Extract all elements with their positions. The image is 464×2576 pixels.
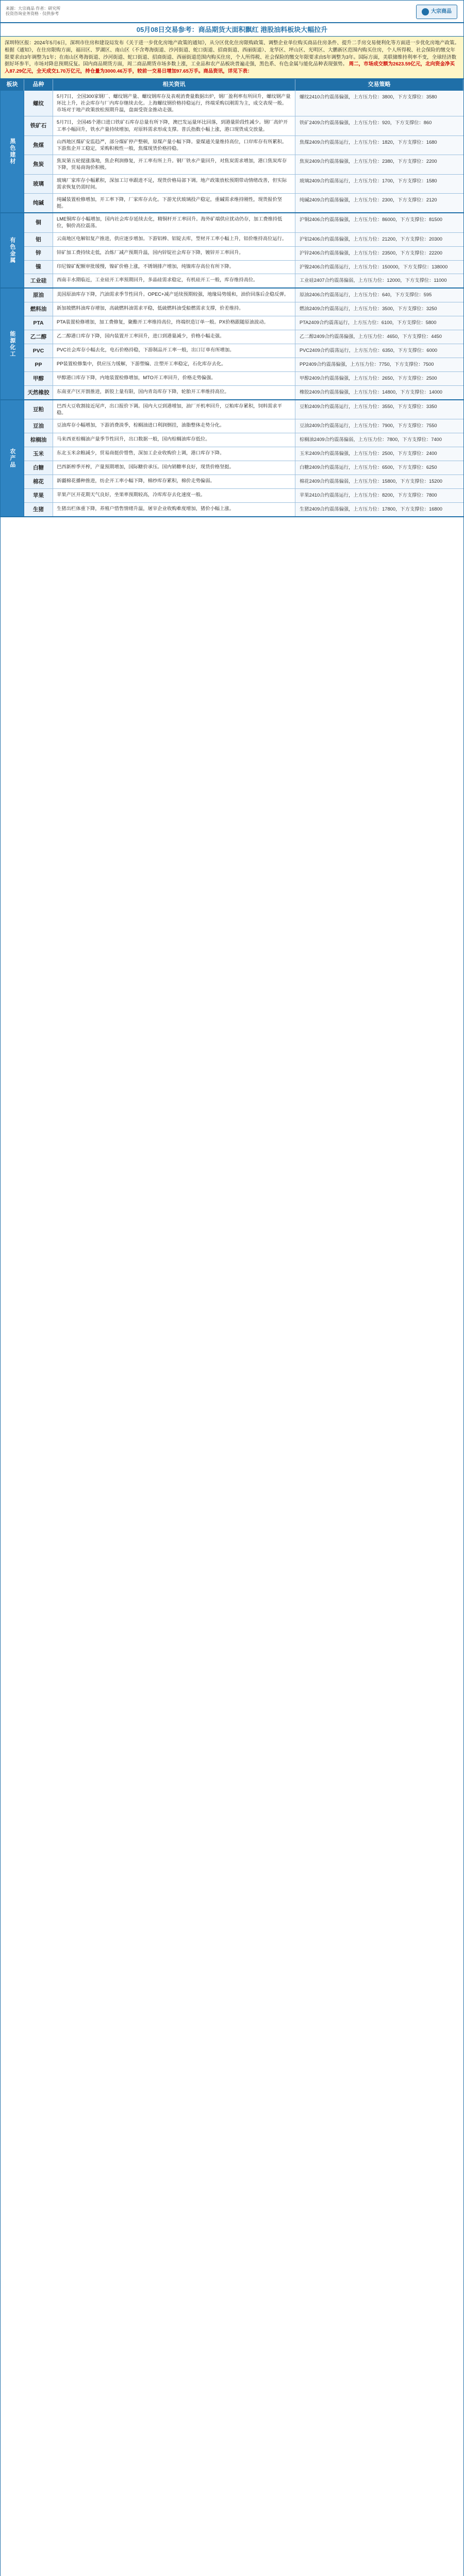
product-strategy: 沪铜2406合约震荡偏强，上方压力位：86000，下方支撑位：81500	[295, 213, 463, 232]
product-strategy: 玉米2409合约震荡偏强，上方压力位：2500，下方支撑位：2400	[295, 447, 463, 461]
table-row	[24, 155, 463, 174]
table-row	[24, 233, 463, 247]
product-name: PVC	[24, 344, 53, 358]
product-commentary: 东北玉米余粮减少，贸易商挺价惜售，深加工企业收购价上调，港口库存下降。	[53, 447, 295, 461]
product-name: 苹果	[24, 489, 53, 502]
product-name: 铁矿石	[24, 116, 53, 135]
logo-mark-icon	[422, 8, 429, 15]
product-commentary: 东南亚产区开割推进，新胶上量有限，国内青岛库存下降，轮胎开工率维持高位。	[53, 386, 295, 399]
table-row	[24, 289, 463, 302]
product-strategy: 沪锌2406合约震荡偏强，上方压力位：23500，下方支撑位：22200	[295, 247, 463, 260]
sector-section	[1, 213, 463, 289]
sector-label: 能源化工	[1, 289, 24, 399]
table-row	[24, 116, 463, 135]
product-name: 豆油	[24, 419, 53, 433]
product-name: 乙二醇	[24, 330, 53, 344]
product-name: 天然橡胶	[24, 386, 53, 399]
table-row	[24, 136, 463, 155]
product-strategy: 棉花2409合约震荡偏弱，上方压力位：15800，下方支撑位：15200	[295, 475, 463, 488]
table-row	[24, 194, 463, 212]
product-name: 棉花	[24, 475, 53, 488]
header-meta	[6, 6, 60, 17]
product-strategy: 豆粕2409合约震荡运行，上方压力位：3550，下方支撑位：3350	[295, 400, 463, 419]
product-commentary: 西南丰水期临近，工业硅开工率预期回升，多晶硅需求稳定，有机硅开工一般，库存维持高位。	[53, 274, 295, 287]
table-row	[24, 358, 463, 372]
table-row	[24, 386, 463, 399]
product-strategy: 焦煤2409合约震荡运行，上方压力位：1820，下方支撑位：1680	[295, 136, 463, 155]
product-strategy: 沪镍2406合约震荡运行，上方压力位：150000，下方支撑位：138000	[295, 261, 463, 274]
product-name: 玻璃	[24, 175, 53, 193]
product-strategy: 焦炭2409合约震荡偏强，上方压力位：2380，下方支撑位：2200	[295, 155, 463, 174]
product-name: 焦煤	[24, 136, 53, 155]
product-strategy: 燃油2409合约震荡运行，上方压力位：3500，下方支撑位：3250	[295, 302, 463, 316]
product-commentary: 甲醇港口库存下降，内地装置检修增加，MTO开工率回升，价格走势偏强。	[53, 372, 295, 385]
product-name: 甲醇	[24, 372, 53, 385]
product-commentary: 5月7日，全国300家钢厂、螺纹钢产量、螺纹钢库存及表观消费量数据出炉，钢厂盈利率有所回升，螺纹钢产量环比上升，社会库存与厂内库存继续去化。上海螺纹钢价格持稳运行，终端采购以刚需为主，成交表现一般。市场对于地产政策放松预期升温，盘面受资金推动走强。	[53, 91, 295, 116]
product-strategy: 棕榈油2409合约震荡偏弱，上方压力位：7800，下方支撑位：7400	[295, 433, 463, 447]
sector-rows	[24, 91, 463, 212]
product-strategy: 工业硅2407合约震荡偏弱，上方压力位：12000，下方支撑位：11000	[295, 274, 463, 287]
product-commentary: 乙二醇港口库存下降，国内装置开工率回升，进口到港量减少，价格小幅走强。	[53, 330, 295, 344]
product-commentary: 苹果产区开花期天气良好，坐果率预期较高，冷库库存去化速度一般。	[53, 489, 295, 502]
sector-label: 有色金属	[1, 213, 24, 287]
col-strategy: 交易策略	[295, 79, 463, 91]
product-name: PP	[24, 358, 53, 371]
product-commentary: 焦炭第五轮提涨落地，焦企利润修复，开工率有所上升。钢厂铁水产量回升，对焦炭需求增加，港口焦炭库存下降，贸易商询价积极。	[53, 155, 295, 174]
product-name: 棕榈油	[24, 433, 53, 447]
product-commentary: LME铜库存小幅增加，国内社会库存延续去化，精铜杆开工率回升。海外矿端供应扰动仍存，加工费维持低位，铜价高位震荡。	[53, 213, 295, 232]
table-row	[24, 261, 463, 275]
product-commentary: 5月7日，全国45个港口进口铁矿石库存总量有所下降，澳巴发运量环比回落，到港量阶段性减少。钢厂高炉开工率小幅回升，铁水产量持续增加，对原料需求形成支撑。普氏指数小幅上涨，港口现货成交放量。	[53, 116, 295, 135]
sector-rows	[24, 213, 463, 287]
product-name: 螺纹	[24, 91, 53, 116]
product-strategy: 沪铝2406合约震荡偏强，上方压力位：21200，下方支撑位：20300	[295, 233, 463, 246]
product-strategy: 螺纹2410合约震荡偏强，上方压力位：3800，下方支撑位：3580	[295, 91, 463, 116]
top-bar	[1, 1, 463, 23]
sector-label: 黑色建材	[1, 91, 24, 212]
product-name: 玉米	[24, 447, 53, 461]
table-row	[24, 461, 463, 475]
product-commentary: 锌矿加工费持续走低，冶炼厂减产预期升温，国内锌锭社会库存下降，镀锌开工率回升。	[53, 247, 295, 260]
product-commentary: 新疆棉花播种推进，纺企开工率小幅下降，棉纱库存累积，棉价走势偏弱。	[53, 475, 295, 488]
summary-block	[1, 37, 463, 79]
product-strategy: PVC2409合约震荡运行，上方压力位：6350，下方支撑位：6000	[295, 344, 463, 358]
summary-highlight: 周二，市场成交额为2623.59亿元，北向资金净买入87.29亿元，全天成交1.70万亿元，持仓量为3000.46万手，较前一交易日增加97.65万手。商品资讯，详见下表：	[5, 61, 455, 75]
summary-text: 深圳特区报：2024年5月6日，深圳市住房和建设局发布《关于进一步优化房地产政策的通知》，从分区优化住房限购政策、调整企业单位购买商品住房条件、提升二手房交易便利化等方面进一步优化房地产政策。根据《通知》，在住房限购方面，福田区、罗湖区、南山区（不含粤海街道、沙河街道、蛇口街道、招商街道、西丽街道）、龙华区、坪山区、光明区、大鹏新区范围内购买住房，个人所得税、社会保险的缴交年限要求由3年调整为1年；在南山区粤海街道、沙河街道、蛇口街道、招商街道、西丽街道范围内购买住房，个人所得税、社会保险的缴交年限要求由5年调整为3年。国际方面，美联储维持利率不变，全球经济数据好坏参半，市场对降息预期反复。国内商品期货方面，周二商品期货市场多数上涨，工业品和农产品板块普遍走强，黑色系、有色金属与能化品种表现强势。	[5, 40, 459, 67]
product-strategy: 白糖2409合约震荡运行，上方压力位：6500，下方支撑位：6250	[295, 461, 463, 474]
table-row	[24, 274, 463, 287]
product-name: 原油	[24, 289, 53, 302]
table-row	[24, 175, 463, 194]
product-strategy: 乙二醇2409合约震荡偏强，上方压力位：4650，下方支撑位：4450	[295, 330, 463, 344]
product-strategy: 生猪2409合约震荡偏强，上方压力位：17800，下方支撑位：16800	[295, 503, 463, 516]
product-commentary: 巴西新榨季开榨，产量预期增加，国际糖价承压。国内销糖率良好，现货价格坚挺。	[53, 461, 295, 474]
col-commentary: 相关资讯	[53, 79, 295, 91]
sector-label: 农产品	[1, 400, 24, 516]
product-commentary: 美国原油库存下降，汽油需求季节性回升。OPEC+减产延续预期较强，地缘局势缓和，油价回落后企稳反弹。	[53, 289, 295, 302]
table-row	[24, 91, 463, 117]
product-commentary: 纯碱装置检修增加，开工率下降，厂家库存去化。下游光伏玻璃投产稳定，重碱需求维持刚性，现货报价坚挺。	[53, 194, 295, 212]
product-strategy: 豆油2409合约震荡运行，上方压力位：7900，下方支撑位：7550	[295, 419, 463, 433]
table-row	[24, 447, 463, 461]
product-strategy: 甲醇2409合约震荡偏强，上方压力位：2650，下方支撑位：2500	[295, 372, 463, 385]
product-name: 燃料油	[24, 302, 53, 316]
brand-logo	[416, 5, 457, 19]
table-header	[1, 79, 463, 91]
product-strategy: PTA2409合约震荡运行，上方压力位：6100，下方支撑位：5800	[295, 316, 463, 330]
product-strategy: 纯碱2409合约震荡偏强，上方压力位：2300，下方支撑位：2120	[295, 194, 463, 212]
table-row	[24, 433, 463, 447]
col-sector: 板块	[1, 79, 24, 91]
product-commentary: 巴西大豆收割接近尾声，出口报价下调。国内大豆到港增加，油厂开机率回升，豆粕库存累积，饲料需求平稳。	[53, 400, 295, 419]
table-row	[24, 302, 463, 316]
product-name: 白糖	[24, 461, 53, 474]
table-row	[24, 489, 463, 503]
sector-section	[1, 400, 463, 517]
product-strategy: 橡胶2409合约震荡偏强，上方压力位：14800，下方支撑位：14000	[295, 386, 463, 399]
table-row	[24, 330, 463, 344]
table-row	[24, 344, 463, 358]
product-commentary: 山西地区煤矿安监趋严，部分煤矿停产整顿，原煤产量小幅下降。蒙煤通关量维持高位，口岸库存有所累积。下游焦企开工稳定，采购积极性一般，焦煤现货价格持稳。	[53, 136, 295, 155]
product-name: 镍	[24, 261, 53, 274]
sector-section	[1, 91, 463, 213]
product-commentary: 印尼镍矿配额审批缓慢，镍矿价格上涨，不锈钢排产增加，纯镍库存高位有所下降。	[53, 261, 295, 274]
col-product: 品种	[24, 79, 53, 91]
product-strategy: PP2409合约震荡偏强，上方压力位：7750，下方支撑位：7500	[295, 358, 463, 371]
table-body	[1, 91, 463, 517]
product-strategy: 玻璃2409合约震荡运行，上方压力位：1700，下方支撑位：1580	[295, 175, 463, 193]
table-row	[24, 316, 463, 330]
product-name: 工业硅	[24, 274, 53, 287]
table-row	[24, 503, 463, 516]
product-name: 纯碱	[24, 194, 53, 212]
product-name: 生猪	[24, 503, 53, 516]
product-commentary: 玻璃厂家库存小幅累积，深加工订单跟进不足，现货价格局部下调。地产政策放松预期带动情绪改善，但实际需求恢复仍需时间。	[53, 175, 295, 193]
product-commentary: PVC社会库存小幅去化，电石价格持稳，下游制品开工率一般，出口订单有所增加。	[53, 344, 295, 358]
table-row	[24, 400, 463, 419]
sector-rows	[24, 289, 463, 399]
product-commentary: 马来西亚棕榈油产量季节性回升，出口数据一般，国内棕榈油库存低位。	[53, 433, 295, 447]
table-row	[24, 419, 463, 433]
product-commentary: PP装置检修集中，供应压力缓解，下游塑编、注塑开工率稳定，石化库存去化。	[53, 358, 295, 371]
table-row	[24, 372, 463, 386]
sector-section	[1, 289, 463, 400]
table-row	[24, 213, 463, 232]
logo-text: 大宗商品	[431, 9, 452, 15]
product-commentary: PTA装置检修增加，加工费修复，聚酯开工率维持高位，终端织造订单一般。PX价格跟随原油波动。	[53, 316, 295, 330]
product-commentary: 新加坡燃料油库存增加，高硫燃料油需求平稳，低硫燃料油受船燃需求支撑，价差维持。	[53, 302, 295, 316]
product-name: 豆粕	[24, 400, 53, 419]
product-name: 铝	[24, 233, 53, 246]
table-row	[24, 247, 463, 261]
table-row	[24, 475, 463, 489]
product-strategy: 原油2406合约震荡运行，上方压力位：640，下方支撑位：595	[295, 289, 463, 302]
product-name: PTA	[24, 316, 53, 330]
product-name: 铜	[24, 213, 53, 232]
product-name: 锌	[24, 247, 53, 260]
source-line: 来源：大宗商品 作者：研究所	[6, 6, 61, 11]
product-strategy: 铁矿2409合约震荡偏强，上方压力位：920，下方支撑位：860	[295, 116, 463, 135]
sector-rows	[24, 400, 463, 516]
meta-line: 投资咨询业务资格 · 仅供参考	[6, 11, 59, 16]
product-commentary: 生猪出栏体重下降，养殖户惜售情绪升温，屠宰企业收购难度增加，猪价小幅上涨。	[53, 503, 295, 516]
product-commentary: 云南地区电解铝复产推进，供应逐步增加。下游铝棒、铝锭去库，型材开工率小幅上升，铝价维持高位运行。	[53, 233, 295, 246]
product-commentary: 豆油库存小幅增加，下游消费淡季，棕榈油进口利润倒挂，油脂整体走势分化。	[53, 419, 295, 433]
product-strategy: 苹果2410合约震荡运行，上方压力位：8200，下方支撑位：7800	[295, 489, 463, 502]
product-name: 焦炭	[24, 155, 53, 174]
report-title: 05月08日交易参考：商品期货大面积飘红 港股油料板块大幅拉升	[1, 23, 463, 37]
